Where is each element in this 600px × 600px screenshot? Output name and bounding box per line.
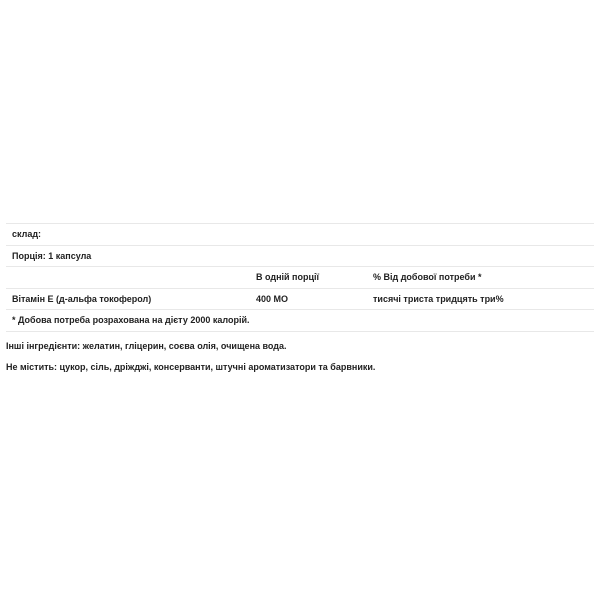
nutrient-daily-value: тисячі триста тридцять три% (367, 288, 594, 310)
other-ingredients: Інші інгредієнти: желатин, гліцерин, соєва олія, очищена вода. (6, 341, 287, 351)
header-per-serving: В одній порції (250, 267, 367, 289)
serving-size: Порція: 1 капсула (6, 245, 594, 267)
nutrient-amount: 400 МО (250, 288, 367, 310)
supplement-facts-table (6, 223, 594, 332)
header-daily-value: % Від добової потреби * (367, 267, 594, 289)
table-header-row (6, 267, 594, 289)
table-footnote: * Добова потреба розрахована на дієту 2000 калорій. (6, 310, 594, 332)
free-of-statement: Не містить: цукор, сіль, дріжджі, консерванти, штучні ароматизатори та барвники. (6, 362, 376, 372)
nutrient-name: Вітамін Е (д-альфа токоферол) (6, 288, 250, 310)
table-row (6, 288, 594, 310)
header-nutrient (6, 267, 250, 289)
table-title: склад: (6, 224, 594, 246)
